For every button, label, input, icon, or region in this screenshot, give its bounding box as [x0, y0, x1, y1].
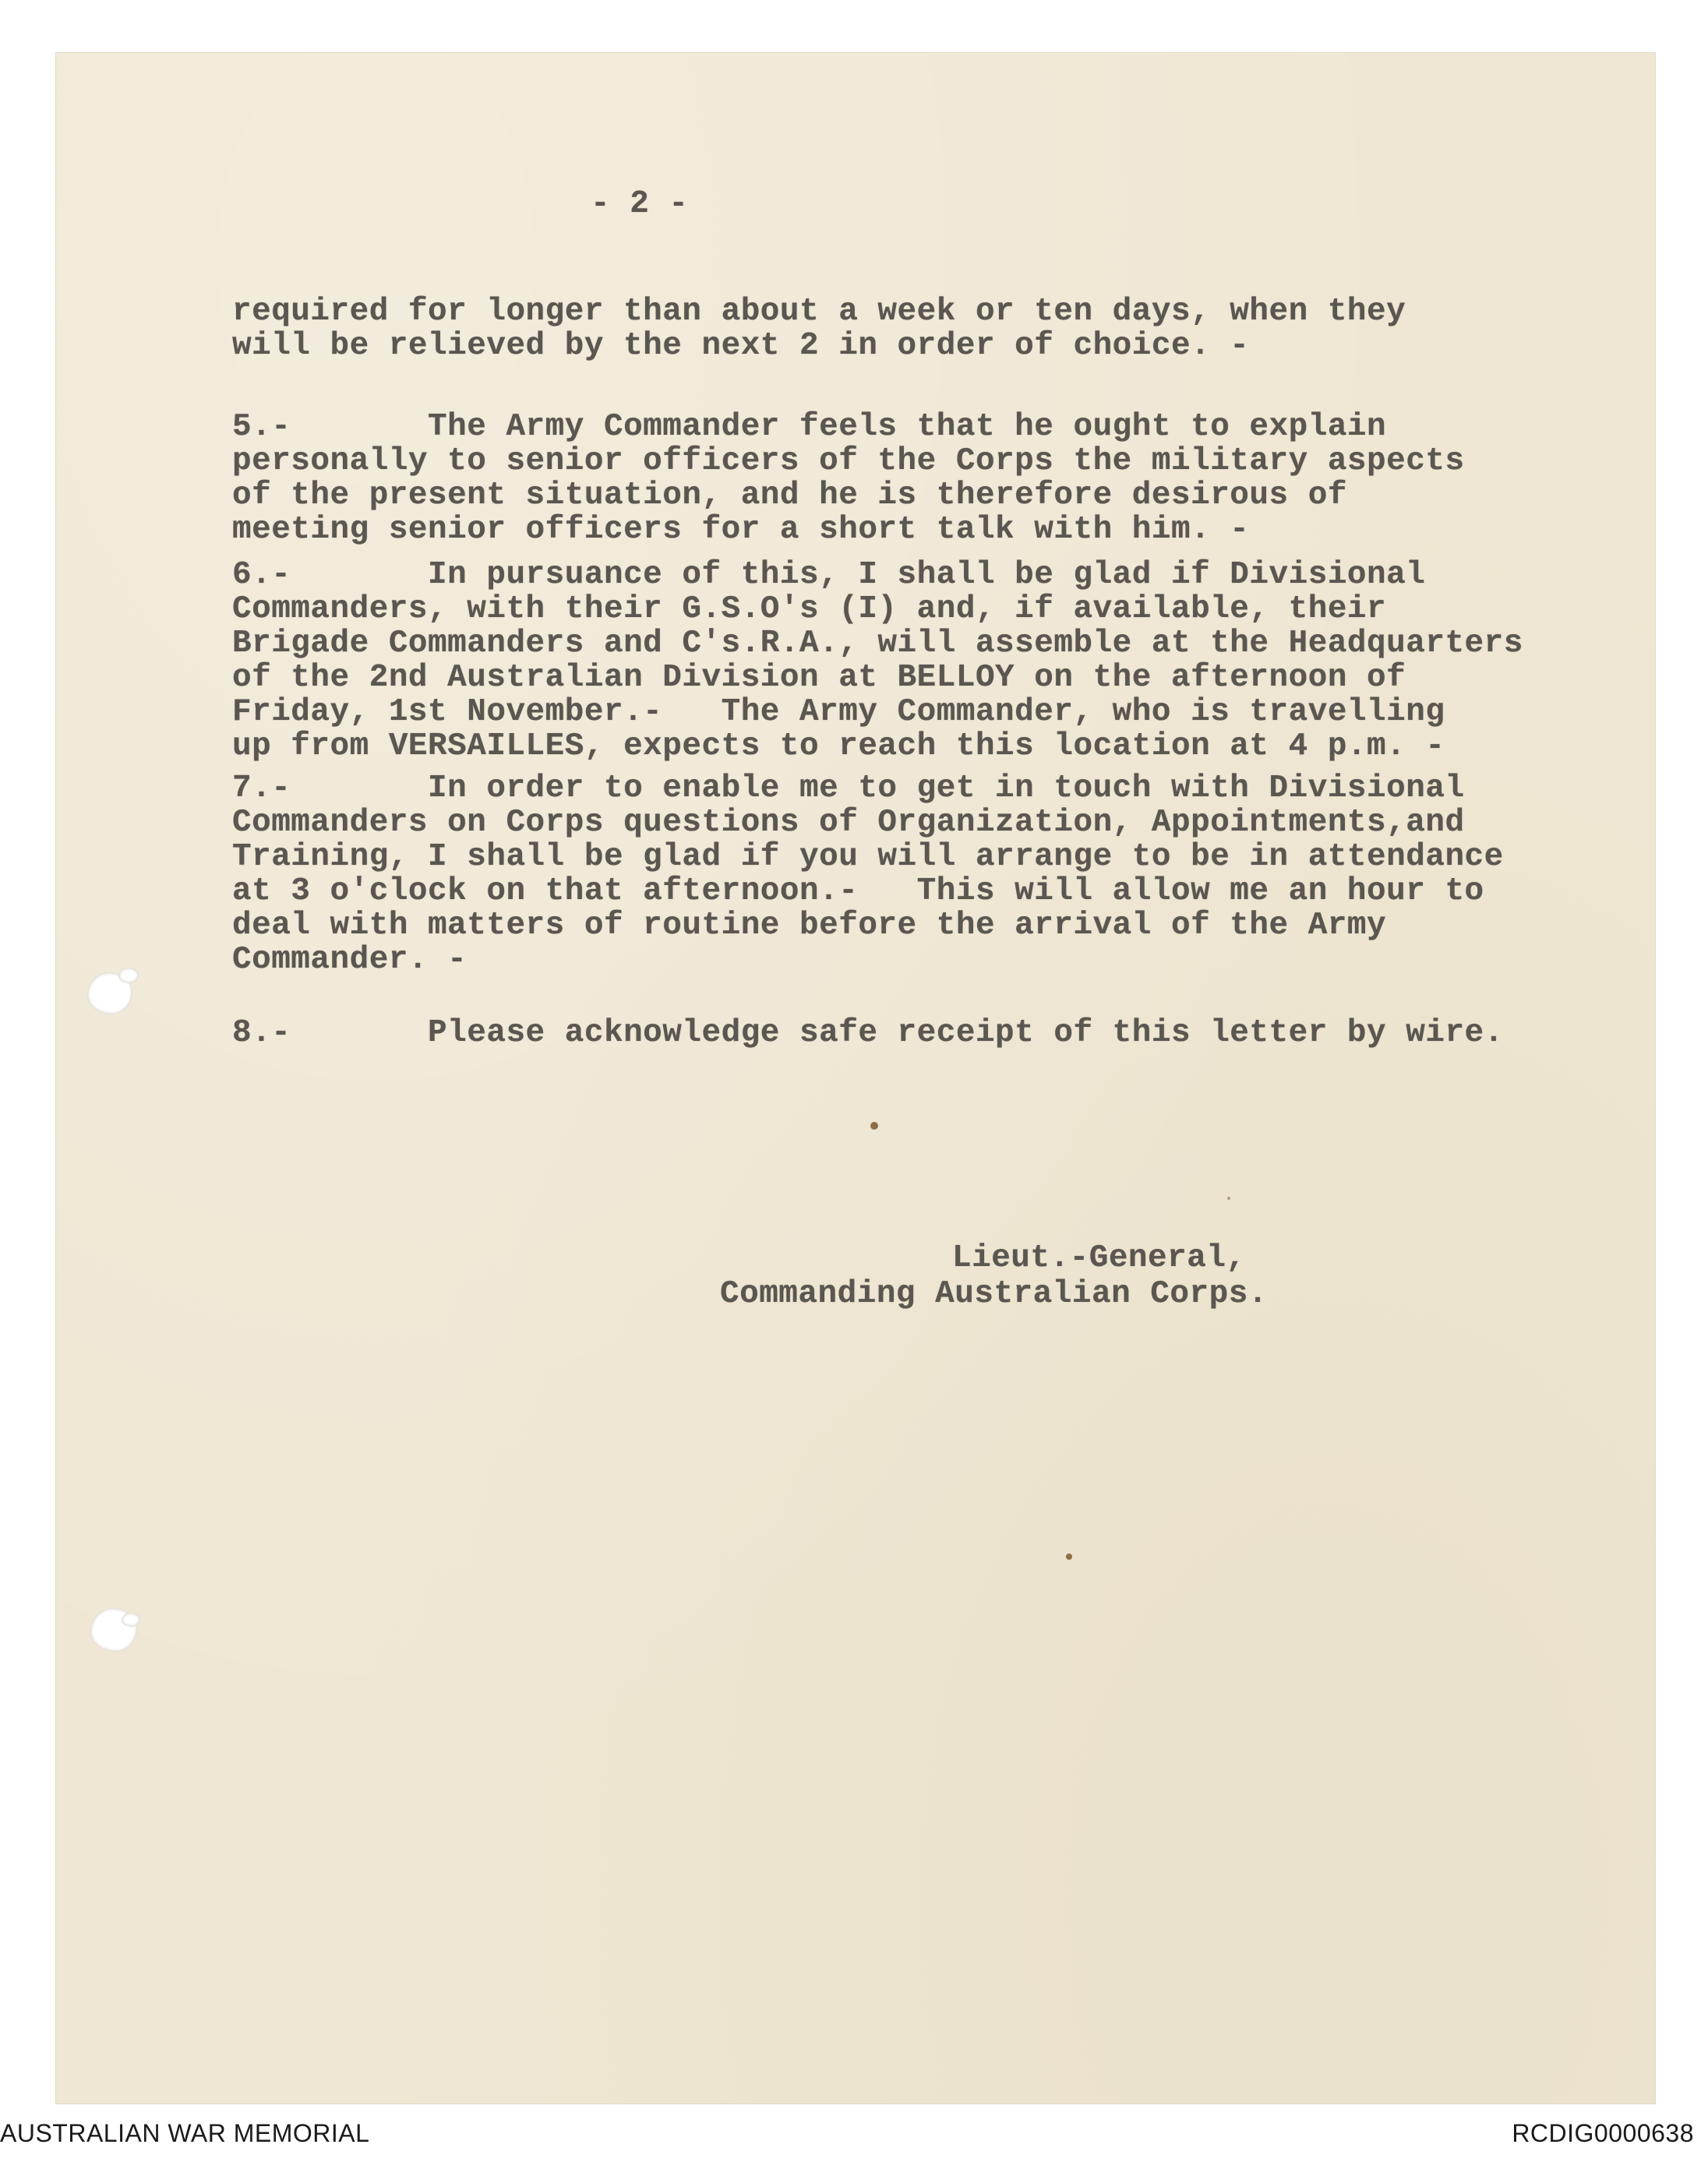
paragraph-8: [232, 1016, 1504, 1050]
paper-speck: [870, 1122, 878, 1130]
text-line: required for longer than about a week or ten days, when they: [232, 294, 1406, 330]
punch-hole: [122, 1613, 140, 1627]
text-line: Friday, 1st November.- The Army Commander, who is travelling: [232, 694, 1445, 730]
text-line: deal with matters of routine before the arrival of the Army: [232, 908, 1387, 943]
text-line: at 3 o'clock on that afternoon.- This will allow me an hour to: [232, 873, 1484, 909]
text-line: will be relieved by the next 2 in order of choice. -: [232, 328, 1250, 364]
text-line: personally to senior officers of the Corps the military aspects: [232, 443, 1465, 479]
signature-block: [720, 1240, 1268, 1312]
paper-speck: [1227, 1197, 1230, 1200]
text-line: up from VERSAILLES, expects to reach this location at 4 p.m. -: [232, 728, 1445, 764]
footer-source: AUSTRALIAN WAR MEMORIAL: [0, 2119, 370, 2147]
punch-hole: [118, 968, 139, 983]
text-line: 5.- The Army Commander feels that he ought to explain: [232, 409, 1387, 445]
text-line: 8.- Please acknowledge safe receipt of this letter by wire.: [232, 1015, 1504, 1051]
text-line: meeting senior officers for a short talk with him. -: [232, 512, 1250, 548]
text-line: 7.- In order to enable me to get in touch with Divisional: [232, 771, 1465, 806]
paragraph-6: [232, 558, 1523, 764]
signature-title: Commanding Australian Corps.: [720, 1276, 1268, 1312]
paper-speck: [1066, 1554, 1072, 1560]
text-line: Training, I shall be glad if you will arrange to be in attendance: [232, 839, 1504, 875]
text-line: of the present situation, and he is therefore desirous of: [232, 478, 1347, 513]
paragraph-continuation: [232, 294, 1406, 363]
footer-record-id: RCDIG0000638: [1512, 2119, 1694, 2147]
text-line: Commanders, with their G.S.O's (I) and, if available, their: [232, 591, 1387, 627]
paragraph-7: [232, 771, 1504, 977]
text-line: of the 2nd Australian Division at BELLOY on the afternoon of: [232, 660, 1406, 696]
text-line: Brigade Commanders and C's.R.A., will assemble at the Headquarters: [232, 626, 1523, 661]
text-line: Commander. -: [232, 942, 468, 978]
signature-rank: Lieut.-General,: [952, 1240, 1246, 1276]
text-line: 6.- In pursuance of this, I shall be glad if Divisional: [232, 557, 1426, 593]
paragraph-5: [232, 410, 1465, 547]
page-number: - 2 -: [591, 186, 689, 222]
text-line: Commanders on Corps questions of Organization, Appointments,and: [232, 805, 1465, 841]
